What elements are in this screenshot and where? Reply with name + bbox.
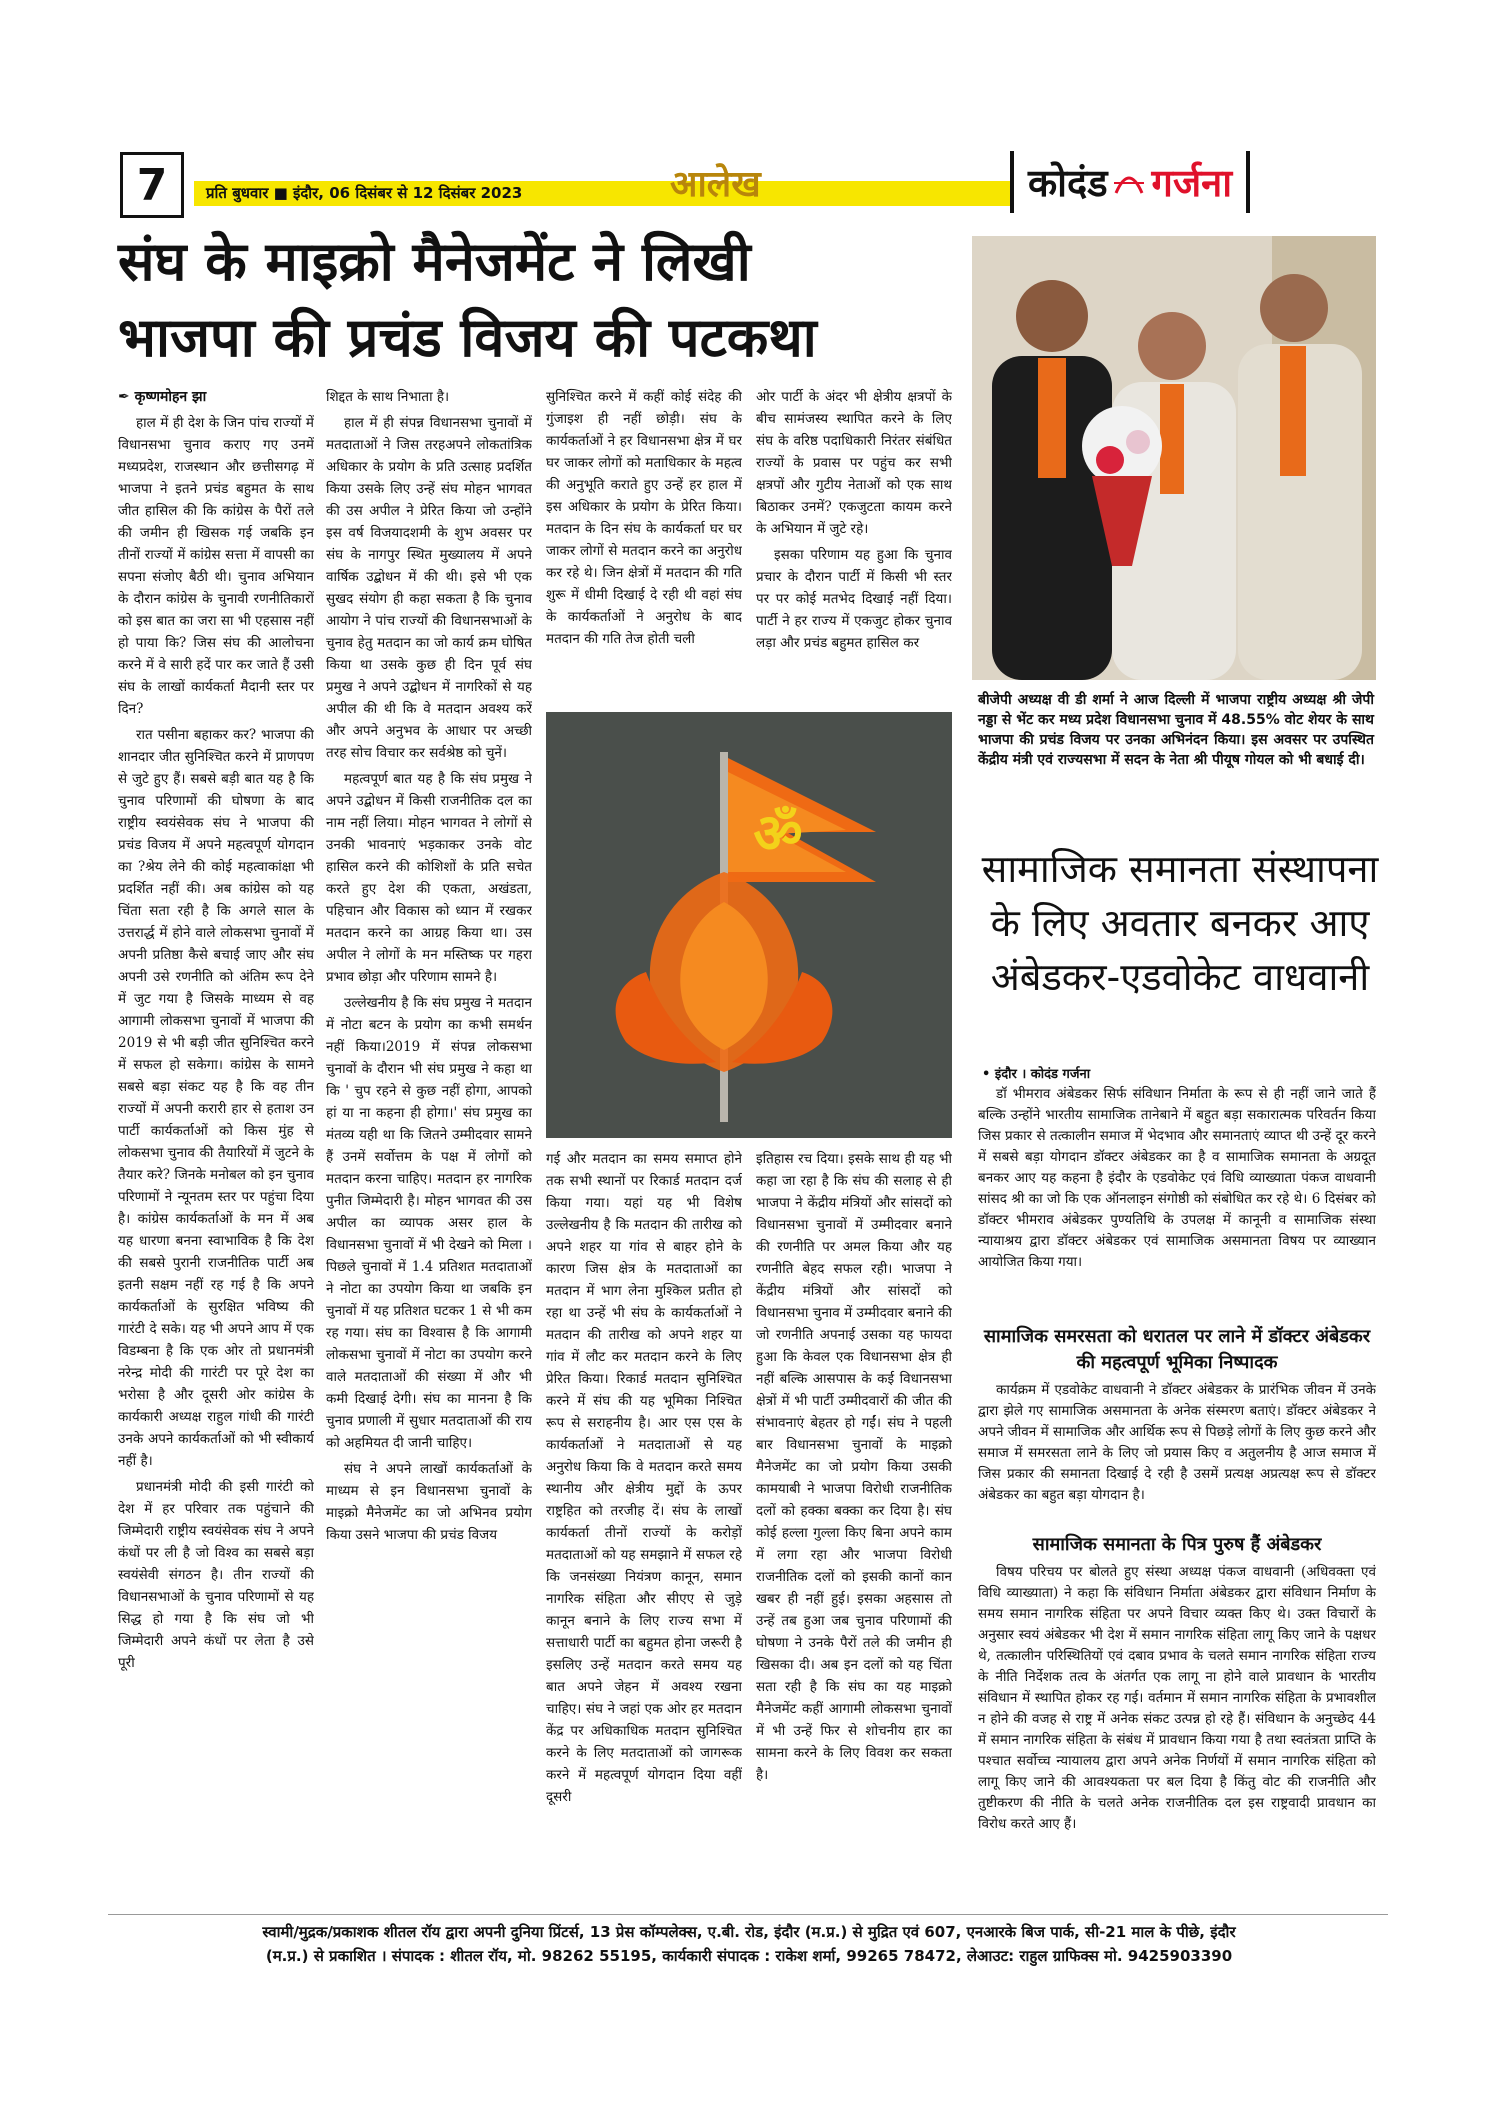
imprint-footer [118,1920,1380,1968]
logo-divider [1010,151,1014,213]
sidebar-subheading-1: सामाजिक समरसता को धरातल पर लाने में डॉक्टर अंबेडकर की महत्वपूर्ण भूमिका निष्पादक [983,1326,1371,1373]
page-number-box [120,152,184,218]
article-column-3-top [546,386,742,704]
section-label: आलेख [670,164,761,205]
leaders-photo-icon [972,236,1376,680]
article-paragraph: गई और मतदान का समय समाप्त होने तक सभी स्थानों पर रिकार्ड मतदान दर्ज किया गया। यहां यह भी विशेष उल्लेखनीय है कि मतदान की तारीख को अपने शहर या गांव से बाहर होने के कारण जिस क्षेत्र के मतदाताओं का मतदान में भाग लेना मुश्किल प्रतीत हो रहा था उन्हें भी संघ के कार्यकर्ताओं ने मतदान की तारीख को अपने शहर या गांव में लौट कर मतदान करने के लिए प्रेरित किया। रिकार्ड मतदान सुनिश्चित करने में संघ की यह भूमिका निश्चित रूप से सराहनीय है। आर एस एस के कार्यकर्ताओं ने मतदाताओं से यह अनुरोध किया कि वे मतदान करते समय स्थानीय और क्षेत्रीय मुद्दों के ऊपर राष्ट्रहित को तरजीह दें। संघ के लाखों कार्यकर्ता तीनों राज्यों के करोड़ों मतदाताओं को यह समझाने में सफल रहे कि जनसंख्या नियंत्रण कानून, समान नागरिक संहिता और सीएए से जुड़े कानून बनाने के लिए राज्य सभा में सत्ताधारी पार्टी का बहुमत होना जरूरी है इसलिए उन्हें मतदान करते समय यह बात अपने जेहन में अवश्य रखना चाहिए। संघ ने जहां एक ओर हर मतदान केंद्र पर अधिकाधिक मतदान सुनिश्चित करने के लिए मतदाताओं को जागरूक करने में महत्वपूर्ण योगदान दिया वहीं दूसरी [546,1151,742,1805]
article-paragraph: सुनिश्चित करने में कहीं कोई संदेह की गुंजाइश ही नहीं छोड़ी। संघ के कार्यकर्ताओं ने हर विधानसभा क्षेत्र में घर घर जाकर लोगों को मताधिकार के महत्व की अनुभूति कराते हुए उन्हें हर हाल में इस अधिकार के प्रयोग के प्रेरित किया। मतदान के दिन संघ के कार्यकर्ता घर घर जाकर लोगों से मतदान करने का अनुरोध कर रहे थे। जिन क्षेत्रों में मतदान की गति शुरू में धीमी दिखाई दे रही थी वहां संघ के कार्यकर्ताओं ने अनुरोध के बाद मतदान की गति तेज होती चली [546,389,742,647]
article-column-1 [118,386,314,1898]
om-symbol: ॐ [753,802,803,865]
article-paragraph: हाल में ही देश के जिन पांच राज्यों में विधानसभा चुनाव कराए गए उनमें मध्यप्रदेश, राजस्थान और छत्तीसगढ़ में भाजपा ने इतने प्रचंड बहुमत के साथ जीत हासिल की कि कांग्रेस के पैरों तले की जमीन ही खिसक गई जबकि इन तीनों राज्यों में कांग्रेस सत्ता में वापसी का सपना संजोए बैठी थी। चुनाव अभियान के दौरान कांग्रेस के चुनावी रणनीतिकारों को इस बात का जरा सा भी एहसास नहीं हो पाया कि? जिस संघ की आलोचना करने में वे सारी हदें पार कर जाते हैं उसी संघ के लाखों कार्यकर्ता मैदानी स्तर पर दिन? [118,415,314,717]
bow-arrow-icon [1112,167,1146,197]
sidebar-paragraph: कार्यक्रम में एडवोकेट वाधवानी ने डॉक्टर अंबेडकर के प्रारंभिक जीवन में उनके द्वारा झेले गए सामाजिक असमानता के अनेक संस्मरण बताएं। डॉक्टर अंबेडकर ने अपने जीवन में सामाजिक और आर्थिक रूप से पिछड़े लोगों के लिए कुछ करने और समाज में समरसता लाने के लिए जो प्रयास किए व अतुलनीय है आज समाज में जिस प्रकार की समानता दिखाई दे रही है उसमें प्रत्यक्ष अप्रत्यक्ष रूप से डॉक्टर अंबेडकर का बहुत बड़ा योगदान है। [978,1382,1376,1503]
sidebar-paragraph-3 [978,1562,1376,1900]
sidebar-byline: • इंदौर । कोदंड गर्जना [982,1067,1091,1082]
article-paragraph: महत्वपूर्ण बात यह है कि संघ प्रमुख ने अपने उद्बोधन में किसी राजनीतिक दल का नाम नहीं लिया। मोहन भागवत ने लोगों से उनकी भावनाएं भड़काकर उनके वोट हासिल करने की कोशिशों के प्रति सचेत करते हुए देश की एकता, अखंडता, पहिचान और विकास को ध्यान में रखकर मतदान करने का आग्रह किया था। उस अपील ने लोगों के मन मस्तिष्क पर गहरा प्रभाव छोड़ा और परिणाम सामने है। [326,771,532,985]
article-paragraph: संघ ने अपने लाखों कार्यकर्ताओं के माध्यम से इन विधानसभा चुनावों के माइक्रो मैनेजमेंट का जो अभिनव प्रयोग किया उसने भाजपा की प्रचंड विजय [326,1461,532,1543]
news-photo [972,236,1376,680]
sidebar-paragraph: डॉ भीमराव अंबेडकर सिर्फ संविधान निर्माता के रूप से ही नहीं जाने जाते हैं बल्कि उन्होंने भारतीय सामाजिक तानेबाने में बहुत बड़ा सकारात्मक परिवर्तन किया जिस प्रकार से तत्कालीन समाज में भेदभाव और समानताएं व्याप्त थी उन्हें दूर करने में सबसे बड़ा योगदान डॉक्टर अंबेडकर का है व सामाजिक समानता के अग्रदूत बनकर आए यह कहना है इंदौर के एडवोकेट एवं विधि व्याख्याता पंकज वाधवानी सांसद श्री का जो कि एक ऑनलाइन संगोष्ठी को संबोधित कर रहे थे। 6 दिसंबर को डॉक्टर भीमराव अंबेडकर पुण्यतिथि के उपलक्ष में कानूनी व सामाजिक संस्था न्यायाश्रय द्वारा डॉक्टर अंबेडकर एवं सामाजिक असमानता विषय पर व्याख्यान आयोजित किया गया। [978,1086,1376,1270]
headline-line-1: संघ के माइक्रो मैनेजमेंट ने लिखी [118,230,751,293]
article-column-3-bottom [546,1148,742,1898]
sidebar-headline: सामाजिक समानता संस्थापना के लिए अवतार बनकर आए अंबेडकर-एडवोकेट वाधवानी [981,847,1379,999]
article-paragraph: प्रधानमंत्री मोदी की इसी गारंटी को देश में हर परिवार तक पहुंचाने की जिम्मेदारी राष्ट्रीय स्वयंसेवक संघ ने अपने कंधों पर ली है जो विश्व का सबसे बड़ा स्वयंसेवी संगठन है। तीन राज्यों की विधानसभाओं के चुनाव परिणामों से यह सिद्ध हो गया है कि संघ जो भी जिम्मेदारी अपने कंधों पर लेता है उसे पूरी [118,1479,314,1671]
logo-divider-right [1246,151,1250,213]
article-paragraph: इसका परिणाम यह हुआ कि चुनाव प्रचार के दौरान पार्टी में किसी भी स्तर पर पर कोई मतभेद दिखाई नहीं दिया। पार्टी ने हर राज्य में एकजुट होकर चुनाव लड़ा और प्रचंड बहुमत हासिल कर [756,547,952,651]
article-paragraph: रात पसीना बहाकर कर? भाजपा की शानदार जीत सुनिश्चित करने में प्राणपण से जुटे हुए हैं। सबसे बड़ी बात यह है कि चुनाव परिणामों की घोषणा के बाद राष्ट्रीय स्वयंसेवक संघ ने भाजपा की प्रचंड विजय में अपने महत्वपूर्ण योगदान का ?श्रेय लेने की कोई महत्वाकांक्षा भी प्रदर्शित नहीं की। अब कांग्रेस को यह चिंता सता रही है कि अगले साल के उत्तरार्द्ध में होने वाले लोकसभा चुनावों में अपनी प्रतिष्ठा कैसे बचाई जाए और संघ अपनी उसे रणनीति को अंतिम रूप देने में जुट गया है जिसके माध्यम से वह आगामी लोकसभा चुनावों में भाजपा की 2019 से भी बड़ी जीत सुनिश्चित करने में सफल हो सकेगा। कांग्रेस के सामने सबसे बड़ा संकट यह है कि वह तीन राज्यों में अपनी करारी हार से हताश उन पार्टी कार्यकर्ताओं को किस मुंह से लोकसभा चुनाव की तैयारियों में जुटने के तैयार करे? जिनके मनोबल को इन चुनाव परिणामों ने न्यूनतम स्तर पर पहुंचा दिया है। कांग्रेस कार्यकर्ताओं के मन में अब यह धारणा बनना स्वाभाविक है कि देश की सबसे पुरानी राजनीतिक पार्टी अब इतनी सक्षम नहीं रह गई है कि अपने कार्यकर्ताओं के सुरक्षित भविष्य की गारंटी दे सके। यह भी अपने आप में एक विडम्बना है कि एक ओर तो प्रधानमंत्री नरेन्द्र मोदी की गारंटी पर पूरे देश का भरोसा है और दूसरी ओर कांग्रेस के कार्यकारी अध्यक्ष राहुल गांधी की गारंटी उनके अपने कार्यकर्ताओं को भी स्वीकार्य नहीं है। [118,727,314,1469]
main-headline [118,224,968,376]
sidebar-subheading-2: सामाजिक समानता के पित्र पुरुष हैं अंबेडकर [1032,1534,1322,1555]
saffron-flag-illustration [546,712,952,1138]
article-column-2 [326,386,532,1898]
logo-text-black: कोदंड [1028,161,1108,205]
sidebar-paragraph-2 [978,1380,1376,1528]
article-paragraph: इतिहास रच दिया। इसके साथ ही यह भी कहा जा रहा है कि संघ की सलाह से ही भाजपा ने केंद्रीय मंत्रियों और सांसदों को विधानसभा चुनावों में उम्मीदवार बनाने की रणनीति पर अमल किया और यह रणनीति बेहद सफल रही। भाजपा ने केंद्रीय मंत्रियों और सांसदों को विधानसभा चुनाव में उम्मीदवार बनाने की जो रणनीति अपनाई उसका यह फायदा हुआ कि केवल एक विधानसभा क्षेत्र ही नहीं बल्कि आसपास के कई विधानसभा क्षेत्रों में भी पार्टी उम्मीदवारों की जीत की संभावनाएं बेहतर हो गईं। संघ ने पहली बार विधानसभा चुनावों के माइक्रो मैनेजमेंट का जो प्रयोग किया उसकी कामयाबी ने भाजपा विरोधी राजनीतिक दलों को हक्का बक्का कर दिया है। संघ कोई हल्ला गुल्ला किए बिना अपने काम में लगा रहा और भाजपा विरोधी राजनीतिक दलों को इसकी कानों कान खबर ही नहीं हुई। इसका अहसास तो उन्हें तब हुआ जब चुनाव परिणामों की घोषणा ने उनके पैरों तले की जमीन ही खिसका दी। अब इन दलों को यह चिंता सता रही है कि संघ का यह माइक्रो मैनेजमेंट कहीं आगामी लोकसभा चुनावों में भी उन्हें फिर से शोचनीय हार का सामना करने के लिए विवश कर सकता है। [756,1151,952,1783]
headline-line-2: भाजपा की प्रचंड विजय की पटकथा [118,306,817,369]
saffron-flag-icon [546,712,952,1138]
article-paragraph: शिद्दत के साथ निभाता है। [326,389,450,405]
article-paragraph: हाल में ही संपन्न विधानसभा चुनावों में मतदाताओं ने जिस तरहअपने लोकतांत्रिक अधिकार के प्रयोग के प्रति उत्साह प्रदर्शित किया उसके लिए उन्हें संघ मोहन भागवत की उस अपील ने प्रेरित किया जो उन्होंने इस वर्ष विजयादशमी के शुभ अवसर पर संघ के नागपुर स्थित मुख्यालय में अपने वार्षिक उद्बोधन में की थी। इसे भी एक सुखद संयोग ही कहा सकता है कि चुनाव आयोग ने पांच राज्यों की विधानसभाओं के चुनाव हेतु मतदान का जो कार्य क्रम घोषित किया था उसके कुछ ही दिन पूर्व संघ प्रमुख ने अपने उद्बोधन में नागरिकों से यह अपील की थी कि वे मतदान अवश्य करें और अपने अनुभव के आधार पर अच्छी तरह सोच विचार कर सर्वश्रेष्ठ को चुनें। [326,415,532,761]
masthead-logo [1010,150,1382,214]
article-column-4-bottom [756,1148,952,1898]
dateline: प्रति बुधवार ■ इंदौर, 06 दिसंबर से 12 दिसंबर 2023 [206,184,523,202]
page-number: 7 [136,159,168,211]
sidebar-paragraph: विषय परिचय पर बोलते हुए संस्था अध्यक्ष पंकज वाधवानी (अधिवक्ता एवं विधि व्याख्याता) ने कहा कि संविधान निर्माता अंबेडकर द्वारा संविधान निर्माण के समय समान नागरिक संहिता पर अपने विचार व्यक्त किए थे। उक्त विचारों के अनुसार स्वयं अंबेडकर भी देश में समान नागरिक संहिता लागू किए जाने के पक्षधर थे, तत्कालीन परिस्थितियों एवं दबाव प्रभाव के चलते समान नागरिक संहिता राज्य के नीति निर्देशक तत्व के अंतर्गत एक लागू ना होने वाले प्रावधान के भारतीय संविधान में स्थापित होकर रह गई। वर्तमान में समान नागरिक संहिता के प्रभावशील न होने की वजह से राष्ट्र में अनेक संकट उत्पन्न हो रहे हैं। संविधान के अनुच्छेद 44 में समान नागरिक संहिता के संबंध में प्रावधान किया गया है तथा स्वतंत्रता प्राप्ति के पश्चात सर्वोच्च न्यायालय द्वारा अपने अनेक निर्णयों में समान नागरिक संहिता को लागू किए जाने की आवश्यकता पर बल दिया है किंतु वोट की राजनीति और तुष्टीकरण की नीति के चलते अनेक राजनीतिक दल इस राष्ट्रवादी प्रावधान का विरोध करते आए हैं। [978,1564,1376,1832]
article-paragraph: उल्लेखनीय है कि संघ प्रमुख ने मतदान में नोटा बटन के प्रयोग का कभी समर्थन नहीं किया।2019 में संपन्न लोकसभा चुनावों के दौरान भी संघ प्रमुख ने कहा था कि ' चुप रहने से कुछ नहीं होगा, आपको हां या ना कहना ही होगा।' संघ प्रमुख का मंतव्य यही था कि जितने उम्मीदवार सामने हैं उनमें सर्वोत्तम के पक्ष में लोगों को मतदान करना चाहिए। मतदान हर नागरिक पुनीत जिम्मेदारी है। मोहन भागवत की उस अपील का व्यापक असर हाल के विधानसभा चुनावों में भी देखने को मिला । पिछले चुनावों में 1.4 प्रतिशत मतदाताओं ने नोटा का उपयोग किया था जबकि इन चुनावों में यह प्रतिशत घटकर 1 से भी कम रह गया। संघ का विश्वास है कि आगामी लोकसभा चुनावों में नोटा का उपयोग करने वाले मतदाताओं की संख्या में और भी कमी दिखाई देगी। संघ का मानना है कि चुनाव प्रणाली में सुधार मतदाताओं की राय को अहमियत दी जानी चाहिए। [326,995,532,1451]
photo-caption: बीजेपी अध्यक्ष वी डी शर्मा ने आज दिल्ली में भाजपा राष्ट्रीय अध्यक्ष श्री जेपी नड्डा से भेंट कर मध्य प्रदेश विधानसभा चुनाव में 48.55% वोट शेयर के साथ भाजपा की प्रचंड विजय पर उनका अभिनंदन किया। इस अवसर पर उपस्थित केंद्रीय मंत्री एवं राज्यसभा में सदन के नेता श्री पीयूष गोयल को भी बधाई दी। [978,692,1374,768]
imprint-line-1: स्वामी/मुद्रक/प्रकाशक शीतल रॉय द्वारा अपनी दुनिया प्रिंटर्स, 13 प्रेस कॉम्पलेक्स, ए.बी. रोड, इंदौर (म.प्र.) से मुद्रित एवं 607, एनआरके बिज पार्क, सी-21 माल के पीछे, इंदौर [262,1923,1236,1941]
logo-text-red: गर्जना [1151,161,1233,205]
article-column-4-top [756,386,952,704]
article-paragraph: ओर पार्टी के अंदर भी क्षेत्रीय क्षत्रपों के बीच सामंजस्य स्थापित करने के लिए संघ के वरिष्ठ पदाधिकारी निरंतर संबंधित राज्यों के प्रवास पर पहुंच कर सभी क्षत्रपों और गुटीय नेताओं को एक साथ बिठाकर उनमें? एकजुटता कायम करने के अभियान में जुटे रहे। [756,389,952,537]
imprint-line-2: (म.प्र.) से प्रकाशित । संपादक : शीतल रॉय, मो. 98262 55195, कार्यकारी संपादक : राकेश शर्मा, 99265 78472, लेआउट: राहुल ग्राफिक्स मो. 9425903390 [265,1947,1233,1965]
footer-divider [108,1914,1388,1915]
author-byline: ✒ कृष्णमोहन झा [118,389,207,405]
sidebar-paragraph-1 [978,1084,1376,1322]
